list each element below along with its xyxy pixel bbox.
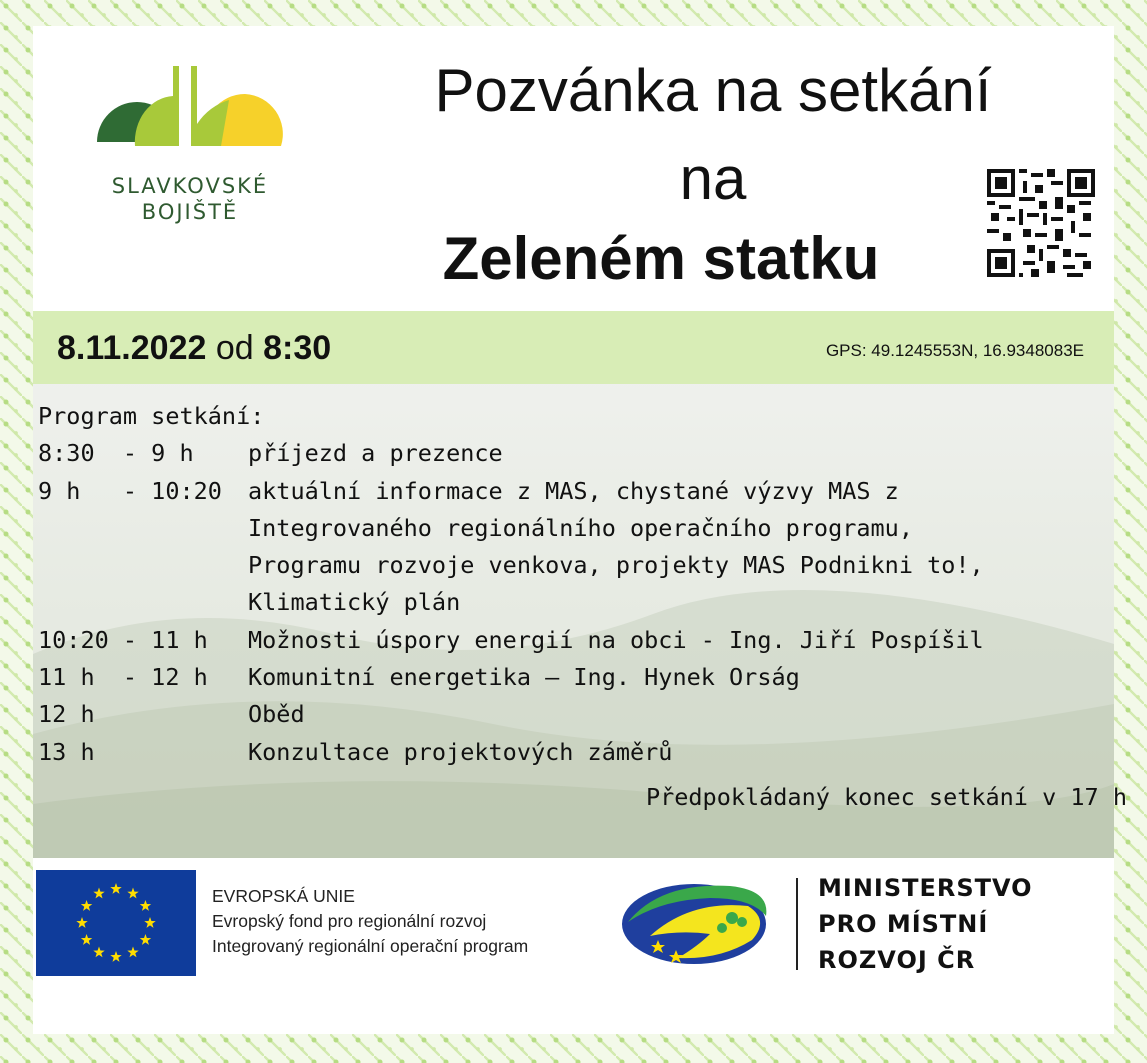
eu-star-icon [140, 934, 151, 945]
program-item [38, 659, 1068, 696]
eu-star-icon [140, 900, 151, 911]
ministry-line1: MINISTERSTVO [818, 874, 1033, 902]
program-list [38, 398, 1068, 771]
program-item-time: 13 h [38, 737, 95, 766]
program-item-time: 11 h - 12 h [38, 663, 208, 692]
logo-text-line2: BOJIŠTĚ [141, 200, 239, 224]
eu-text-block [212, 884, 528, 959]
ministry-text [818, 870, 1033, 978]
ministry-line3: ROZVOJ ČR [818, 946, 976, 974]
program-item-time: 12 h [38, 700, 95, 729]
program-item-time: 10:20 - 11 h [38, 625, 208, 654]
program-item-text: Oběd [248, 700, 305, 729]
program-item [38, 473, 1068, 622]
eu-flag-icon [36, 870, 196, 976]
eu-line2: Evropský fond pro regionální rozvoj [212, 911, 487, 931]
event-date-line [57, 329, 331, 368]
program-item [38, 696, 1068, 733]
program-item [38, 734, 1068, 771]
eu-star-icon [110, 951, 121, 962]
eu-star-icon [127, 888, 138, 899]
title-line3: Zeleném statku [442, 225, 880, 292]
program-item-time: 9 h - 10:20 [38, 476, 222, 505]
title-line1: Pozvánka na setkání [434, 57, 992, 124]
eu-line1: EVROPSKÁ UNIE [212, 886, 355, 906]
eu-line3: Integrovaný regionální operační program [212, 936, 529, 956]
title-line2: na [679, 145, 747, 212]
event-date: 8.11.2022 [57, 329, 207, 367]
program-item [38, 622, 1068, 659]
program-heading: Program setkání: [38, 402, 265, 430]
event-from-word: od [215, 329, 254, 367]
eu-star-icon [144, 917, 155, 928]
gps-coordinates: GPS: 49.1245553N, 16.9348083E [825, 341, 1084, 360]
eu-star-icon [81, 900, 92, 911]
program-item-text: Možnosti úspory energií na obci - Ing. Jiří Pospíšil [248, 625, 984, 654]
program-item [38, 435, 1068, 472]
eu-star-icon [110, 883, 121, 894]
eu-star-icon [81, 934, 92, 945]
event-time: 8:30 [263, 329, 332, 367]
footer-divider [796, 878, 798, 970]
end-time-note: Předpokládaný konec setkání v 17 h [645, 783, 1127, 811]
qr-code [987, 169, 1095, 277]
eu-star-icon [76, 917, 87, 928]
date-band [33, 311, 1114, 384]
program-item-text: Konzultace projektových záměrů [248, 737, 673, 766]
program-item-text: Komunitní energetika – Ing. Hynek Orság [248, 663, 800, 692]
eu-star-icon [93, 946, 104, 957]
program-item-text: aktuální informace z MAS, chystané výzvy MAS z Integrovaného regionálního operačního programu, Programu rozvoje venkova, projekty MAS Podnikni to!, Klimatický plán [248, 476, 984, 617]
logo-graphic [95, 64, 285, 174]
eu-star-icon [127, 946, 138, 957]
slavkovske-bojiste-logo [95, 64, 285, 224]
eu-stars-icon [36, 870, 196, 976]
program-item-time: 8:30 - 9 h [38, 439, 194, 468]
program-item-text: příjezd a prezence [248, 439, 503, 468]
mmr-logo-icon [620, 876, 772, 968]
ministry-line2: PRO MÍSTNÍ [818, 910, 989, 938]
eu-star-icon [93, 888, 104, 899]
logo-text-line1: SLAVKOVSKÉ [111, 174, 269, 198]
